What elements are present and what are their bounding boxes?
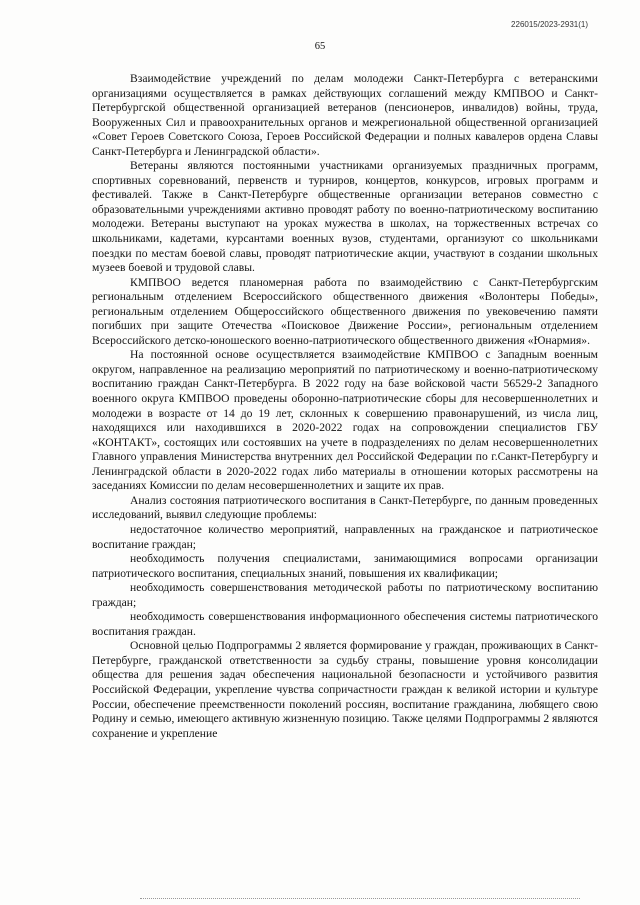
paragraph-kmpvoo-movements: КМПВОО ведется планомерная работа по взаимодействию с Санкт-Петербургским региональным отделением Всероссийского общественного движения «Волонтеры Победы», региональным отделением Общероссийского общественного движения по увековечению памяти погибших при защите Отечества «Поисковое Движение России», региональным отделением Всероссийского детско-юношеского военно-патриотического общественного движения «Юнармия». [92,275,598,347]
paragraph-veterans-cooperation: Взаимодействие учреждений по делам молодежи Санкт-Петербурга с ветеранскими организациями осуществляется в рамках действующих соглашений между КМПВОО и Санкт-Петербургской общественной организацией ветеранов (пенсионеров, инвалидов) войны, труда, Вооруженных Сил и правоохранительных органов и межрегиональной общественной организацией «Совет Героев Советского Союза, Героев Российской Федерации и полных кавалеров ордена Славы Санкт-Петербурга и Ленинградской области». [92,72,598,158]
paragraph-analysis-intro: Анализ состояния патриотического воспитания в Санкт-Петербурге, по данным проведенных исследований, выявил следующие проблемы: [92,493,598,522]
scan-footer-marks [140,898,580,903]
document-id: 226015/2023-2931(1) [511,20,588,29]
list-item-problem-methodology: необходимость совершенствования методической работы по патриотическому воспитанию граждан; [92,581,598,609]
paragraph-military-district: На постоянной основе осуществляется взаимодействие КМПВОО с Западным военным округом, направленное на реализацию мероприятий по патриотическому и военно-патриотическому воспитанию граждан Санкт-Петербурга. В 2022 году на базе войсковой части 56529-2 Западного военного округа КМПВОО проведены оборонно-патриотические сборы для несовершеннолетних и молодежи в возрасте от 14 до 19 лет, склонных к совершению правонарушений, из числа лиц, находящихся или находившихся в 2020-2022 годах на сопровождении специалистов ГБУ «КОНТАКТ», состоящих или состоявших на учете в подразделениях по делам несовершеннолетних Главного управления Министерства внутренних дел Российской Федерации по г.Санкт-Петербургу и Ленинградской области в 2020-2022 годах либо материалы в отношении которых рассмотрены на заседаниях Комиссии по делам несовершеннолетних и защите их прав. [92,348,598,493]
document-body [92,72,598,741]
list-item-problem-information: необходимость совершенствования информационного обеспечения системы патриотического воспитания граждан. [92,610,598,638]
list-item-problem-events: недостаточное количество мероприятий, направленных на гражданское и патриотическое воспитание граждан; [92,522,598,551]
paragraph-subprogram-goal: Основной целью Подпрограммы 2 является формирование у граждан, проживающих в Санкт-Петербурге, гражданской ответственности за судьбу страны, повышение уровня консолидации общества для решения задач обеспечения национальной безопасности и устойчивого развития Российской Федерации, укрепление чувства сопричастности граждан к великой истории и культуре России, обеспечение преемственности поколений россиян, воспитание гражданина, любящего свою Родину и семью, имеющего активную жизненную позицию. Также целями Подпрограммы 2 являются сохранение и укрепление [92,639,598,740]
list-item-problem-training: необходимость получения специалистами, занимающимися вопросами организации патриотического воспитания, специальных знаний, повышения их квалификации; [92,552,598,580]
page-number: 65 [314,41,326,52]
paragraph-veterans-activities: Ветераны являются постоянными участниками организуемых праздничных программ, спортивных соревнований, первенств и турниров, концертов, конкурсов, игровых программ и фестивалей. Также в Санкт-Петербурге общественные организации ветеранов совместно с образовательными учреждениями активно проводят работу по военно-патриотическому воспитанию молодежи. Ветераны выступают на уроках мужества в школах, на торжественных встречах со школьниками, кадетами, курсантами военных вузов, студентами, организуют со школьниками поездки по местам боевой славы, проводят патриотические акции, участвуют в создании школьных музеев боевой и трудовой славы. [92,159,598,275]
